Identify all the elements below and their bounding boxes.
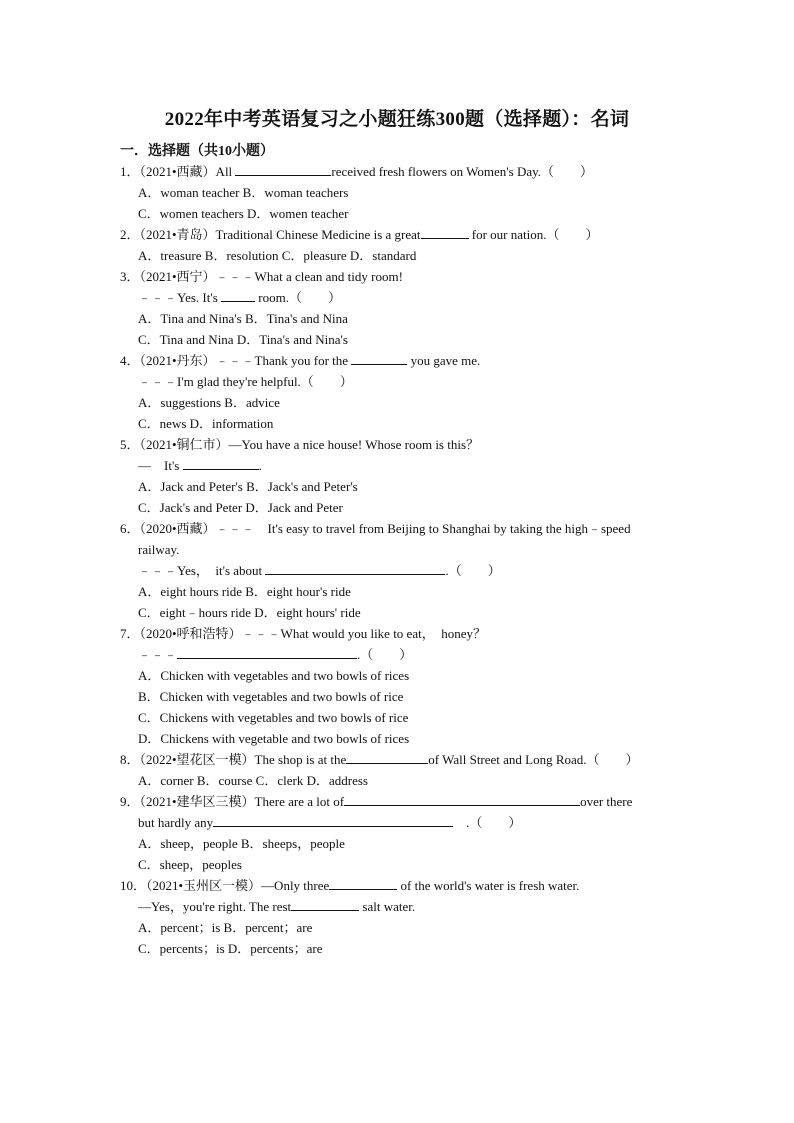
options-line: A．corner B．course C．clerk D．address (138, 773, 368, 788)
question-stem: 5．（2021•铜仁市）—You have a nice house! Whose room is this？ (120, 437, 480, 452)
question-stem: of Wall Street and Long Road.（ ） (428, 752, 639, 767)
question-5 (120, 434, 680, 518)
answer-blank (329, 876, 397, 890)
options-line: C．Chickens with vegetables and two bowls of rice (138, 710, 409, 725)
question-stem: but hardly any (138, 815, 214, 830)
question-stem: 8．（2022•望花区一模）The shop is at the (120, 752, 347, 767)
dialogue-line: room.（ ） (255, 290, 341, 305)
options-line: A．Tina and Nina's B．Tina's and Nina (138, 311, 348, 326)
question-stem: received fresh flowers on Women's Day.（ ） (331, 164, 594, 179)
dialogue-line: — It's (138, 458, 183, 473)
question-4 (120, 350, 680, 434)
question-9 (120, 791, 680, 875)
options-line: C．news D．information (138, 416, 274, 431)
answer-blank (351, 351, 407, 365)
options-line: A．eight hours ride B．eight hour's ride (138, 584, 351, 599)
options-line: A．percent；is B．percent；are (138, 920, 313, 935)
answer-blank (221, 288, 255, 302)
question-7 (120, 623, 680, 749)
question-stem: 1．（2021•西藏）All (120, 164, 236, 179)
question-10 (120, 875, 680, 959)
question-stem: for our nation.（ ） (468, 227, 599, 242)
options-line: B．Chicken with vegetables and two bowls of rice (138, 689, 404, 704)
options-line: A．Jack and Peter's B．Jack's and Peter's (138, 479, 358, 494)
options-line: A．suggestions B．advice (138, 395, 280, 410)
options-line: A．woman teacher B．woman teachers (138, 185, 349, 200)
question-stem: you gave me. (407, 353, 481, 368)
question-1 (120, 161, 680, 224)
question-stem: of the world's water is fresh water. (397, 878, 580, 893)
options-line: C．sheep，peoples (138, 857, 242, 872)
question-2 (120, 224, 680, 266)
options-line: D．Chickens with vegetable and two bowls of rices (138, 731, 410, 746)
question-stem: 6．（2020•西藏）﹣﹣﹣ It's easy to travel from Beijing to Shanghai by taking the high﹣speed (120, 521, 631, 536)
answer-blank (346, 750, 428, 764)
dialogue-line: —Yes，you're right. The rest (138, 899, 292, 914)
answer-blank (183, 456, 259, 470)
answer-blank (344, 792, 580, 806)
question-stem: 4．（2021•丹东）﹣﹣﹣Thank you for the (120, 353, 352, 368)
dialogue-line: salt water. (359, 899, 416, 914)
dialogue-line: . (258, 458, 262, 473)
question-stem: 9．（2021•建华区三模）There are a lot of (120, 794, 345, 809)
dialogue-line: .（ ） (357, 647, 413, 662)
question-stem: railway. (138, 542, 180, 557)
options-line: C．Jack's and Peter D．Jack and Peter (138, 500, 343, 515)
question-3 (120, 266, 680, 350)
dialogue-line: ﹣﹣﹣Yes. It's (138, 290, 222, 305)
dialogue-line: .（ ） (445, 563, 501, 578)
options-line: A．Chicken with vegetables and two bowls of rices (138, 668, 410, 683)
answer-blank (213, 813, 453, 827)
options-line: A．treasure B．resolution C．pleasure D．standard (138, 248, 417, 263)
options-line: C．percents；is D．percents；are (138, 941, 323, 956)
question-6 (120, 518, 680, 623)
page-title: 2022年中考英语复习之小题狂练300题（选择题）：名词 (164, 109, 630, 130)
dialogue-line: ﹣﹣﹣I'm glad they're helpful.（ ） (138, 374, 353, 389)
answer-blank (265, 561, 445, 575)
options-line: C．Tina and Nina D．Tina's and Nina's (138, 332, 348, 347)
question-stem: 2．（2021•青岛）Traditional Chinese Medicine is a great (120, 227, 421, 242)
question-8 (120, 749, 680, 791)
options-line: A．sheep，people B．sheeps，people (138, 836, 345, 851)
question-stem: over there (580, 794, 633, 809)
dialogue-line: ﹣﹣﹣ (138, 647, 178, 662)
question-stem: 10．（2021•玉州区一模）—Only three (120, 878, 330, 893)
options-line: C．women teachers D．women teacher (138, 206, 349, 221)
answer-blank (235, 162, 331, 176)
answer-blank (291, 897, 359, 911)
options-line: C．eight﹣hours ride D．eight hours' ride (138, 605, 361, 620)
question-stem: 3．（2021•西宁）﹣﹣﹣What a clean and tidy room! (120, 269, 403, 284)
question-stem: 7．（2020•呼和浩特）﹣﹣﹣What would you like to eat， honey？ (120, 626, 486, 641)
question-stem: .（ ） (453, 815, 522, 830)
answer-blank (421, 225, 469, 239)
section-heading: 一．选择题（共10小题） (120, 144, 274, 159)
dialogue-line: ﹣﹣﹣Yes， it's about (138, 563, 266, 578)
answer-blank (177, 645, 357, 659)
